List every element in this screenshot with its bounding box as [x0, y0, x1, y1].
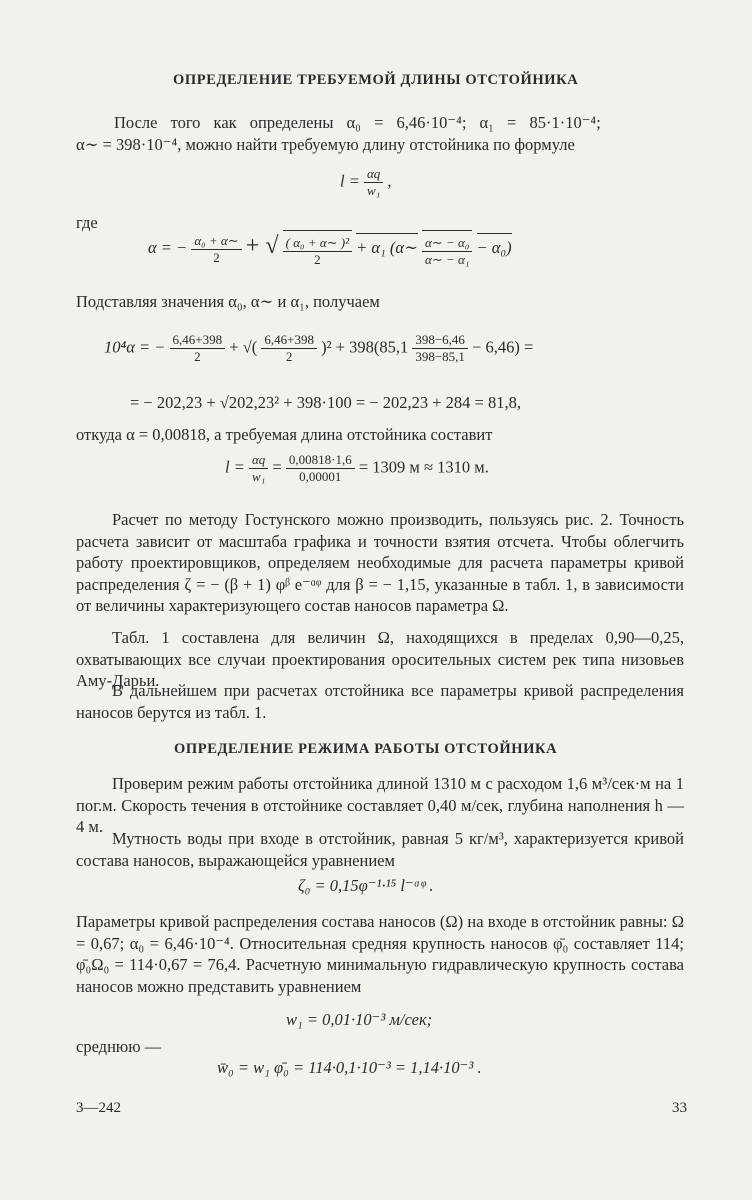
- formula-alpha-term3: − α₀): [477, 233, 512, 257]
- formula-length-result-frac1: [249, 452, 268, 485]
- formula-alpha-square-den: 2: [314, 252, 321, 267]
- formula-numeric-frac2-den: 2: [285, 349, 293, 364]
- formula-length-result-tail: = 1309 м ≈ 1310 м.: [358, 457, 489, 477]
- footer-signature: 3—242: [76, 1100, 121, 1116]
- formula-length-result-eq: =: [272, 457, 282, 477]
- formula-alpha-lhs: α = −: [148, 237, 188, 257]
- paragraph-parameters: Параметры кривой распределения состава наносов (Ω) на входе в отстойник равны: Ω = 0,67; α₀ = 6,46·10⁻⁴. Относительная средняя крупность наносов φ̄₀ составляет 114; φ̄₀Ω₀ = 114·0,67 = 76,4. Расчетную минимальную гидравлическую крупность состава наносов можно представить уравнением: [76, 912, 684, 996]
- formula-length-denominator: w₁: [367, 183, 381, 198]
- paragraph-table1: Табл. 1 составлена для величин Ω, находящихся в пределах 0,90—0,25, охватывающих все случаи проектирования оросительных систем рек типа низовьев Аму-Дарьи.: [76, 628, 684, 690]
- intro-line-2: α∼ = 398·10⁻⁴, можно найти требуемую длину отстойника по формуле: [76, 135, 575, 154]
- formula-length-result: [225, 452, 489, 485]
- formula-numeric-frac3-den: 398−85,1: [415, 349, 465, 364]
- formula-alpha-frac1-den: 2: [213, 249, 220, 265]
- formula-length-result-frac2-den: 0,00001: [299, 469, 342, 484]
- formula-alpha-frac2: [422, 230, 472, 268]
- formula-numeric-tail: − 6,46) =: [472, 337, 534, 357]
- formula-length-fraction: [364, 166, 383, 199]
- formula-alpha: [148, 230, 512, 268]
- formula-numeric-lhs: 10⁴α = −: [104, 337, 166, 357]
- formula-alpha-term2: + α₁ (α∼: [356, 233, 418, 257]
- formula-length: [340, 166, 392, 199]
- formula-alpha-square-num: ( α₀ + α∼ )²: [283, 235, 352, 252]
- formula-numeric-frac1-num: 6,46+398: [170, 332, 226, 349]
- formula-length-result-frac2-num: 0,00818·1,6: [286, 452, 355, 469]
- otkuda-line: откуда α = 0,00818, а требуемая длина отстойника составит: [76, 425, 493, 444]
- formula-length-result-frac1-den: w₁: [252, 469, 266, 484]
- formula-alpha-frac1-num: α₀ + α∼: [191, 233, 241, 250]
- formula-alpha-plus-root: + √: [245, 232, 279, 259]
- where-label: где: [76, 213, 98, 232]
- formula-length-result-lhs: l =: [225, 457, 245, 477]
- section-heading-mode: ОПРЕДЕЛЕНИЕ РЕЖИМА РАБОТЫ ОТСТОЙНИКА: [174, 741, 558, 757]
- formula-length-result-frac2: [286, 452, 355, 485]
- paragraph-check-mode: Проверим режим работы отстойника длиной 1310 м с расходом 1,6 м³/сек·м на 1 пог.м. Скорость течения в отстойнике составляет 0,40 м/сек, глубина наполнения h — 4 м.: [76, 774, 684, 836]
- formula-w1: w₁ = 0,01·10⁻³ м/сек;: [286, 1010, 433, 1029]
- intro-line-1: После того как определены α₀ = 6,46·10⁻⁴; α₁ = 85·1·10⁻⁴;: [114, 113, 601, 132]
- formula-length-numerator: αq: [364, 166, 383, 183]
- srednyuyu-label: среднюю —: [76, 1037, 162, 1056]
- formula-alpha-square-term: [283, 230, 352, 268]
- substitution-text: Подставляя значения α₀, α∼ и α₁, получаем: [76, 292, 380, 311]
- formula-alpha-frac1: [191, 233, 241, 266]
- paragraph-gostunsky: Расчет по методу Гостунского можно производить, пользуясь рис. 2. Точность расчета зависит от масштаба графика и точности взятия отсчета. Чтобы облегчить работу проектировщиков, определяем необходимые для расчета параметры кривой распределения ζ = − (β + 1) φᵝ e⁻ᵅᵠ для β = − 1,15, указанные в табл. 1, в зависимости от величины характеризующего состав наносов параметра Ω.: [76, 510, 684, 615]
- formula-numeric-frac2: [261, 332, 317, 365]
- formula-length-result-frac1-num: αq: [249, 452, 268, 469]
- formula-numeric: [104, 332, 533, 365]
- formula-numeric-frac3: [412, 332, 468, 365]
- formula-length-lhs: l =: [340, 171, 360, 191]
- formula-numeric-frac2-num: 6,46+398: [261, 332, 317, 349]
- section-heading-length: ОПРЕДЕЛЕНИЕ ТРЕБУЕМОЙ ДЛИНЫ ОТСТОЙНИКА: [173, 72, 579, 88]
- page-number: 33: [672, 1100, 687, 1116]
- formula-zeta: ζ₀ = 0,15φ⁻¹·¹⁵ l⁻ᵅᵠ .: [298, 876, 434, 895]
- formula-result: = − 202,23 + √202,23² + 398·100 = − 202,23 + 284 = 81,8,: [130, 393, 521, 412]
- formula-alpha-frac2-num: α∼ − α₀: [422, 235, 472, 252]
- paragraph-further: В дальнейшем при расчетах отстойника все параметры кривой распределения наносов берутся из табл. 1.: [76, 681, 684, 722]
- formula-numeric-frac3-num: 398−6,46: [412, 332, 468, 349]
- formula-numeric-mid: + √(: [229, 337, 262, 357]
- paragraph-turbidity: Мутность воды при входе в отстойник, равная 5 кг/м³, характеризуется кривой состава наносов, выражающейся уравнением: [76, 829, 684, 870]
- formula-length-comma: ,: [387, 171, 392, 191]
- formula-numeric-frac1: [170, 332, 226, 365]
- formula-w0: w̄₀ = w₁ φ̄₀ = 114·0,1·10⁻³ = 1,14·10⁻³ .: [217, 1058, 482, 1077]
- formula-numeric-frac1-den: 2: [194, 349, 201, 364]
- formula-numeric-mid2: )² + 398(85,1: [321, 337, 409, 357]
- formula-alpha-frac2-den: α∼ − α₁: [425, 252, 470, 267]
